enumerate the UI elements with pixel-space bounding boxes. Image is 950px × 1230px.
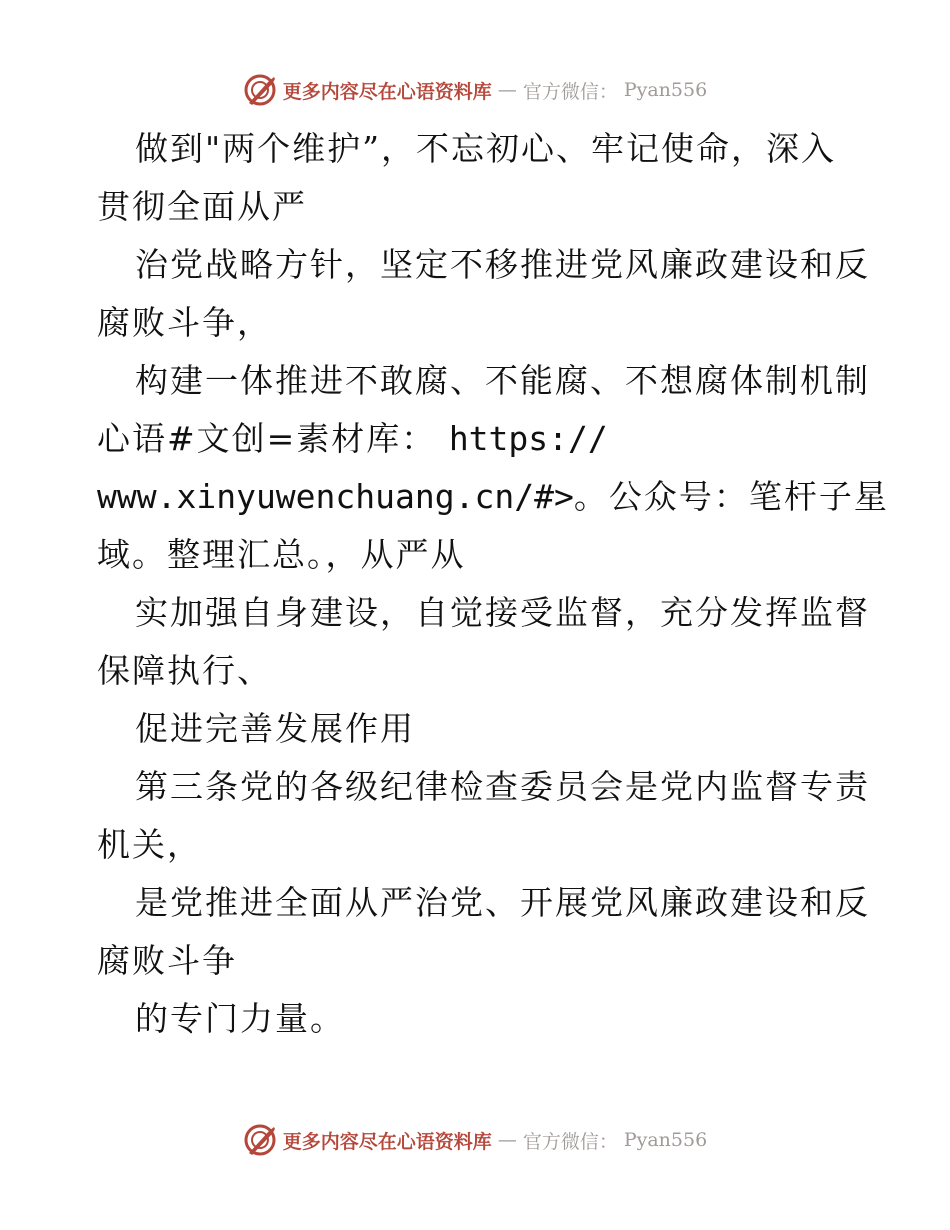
footer-site-label: 更多内容尽在心语资料库	[282, 1130, 492, 1153]
body-line: 腐败斗争	[97, 941, 237, 980]
body-line	[97, 410, 857, 468]
body-line: 构建一体推进不敢腐、不能腐、不想腐体制机制	[135, 361, 870, 400]
body-line: 做到"两个维护”，不忘初心、牢记使命，深入	[135, 129, 837, 168]
header-site-label: 更多内容尽在心语资料库	[282, 80, 492, 103]
body-line: 贯彻全面从严	[97, 187, 307, 226]
footer-wechat-label: 官方微信：	[522, 1130, 618, 1153]
body-line: 机关，	[97, 825, 202, 864]
body-line: 保障执行、	[97, 651, 272, 690]
url-fragment: https://	[448, 419, 608, 458]
header-banner	[0, 70, 950, 110]
header-dash: —	[497, 79, 517, 101]
pen-logo-icon	[243, 73, 277, 107]
footer-wechat-id: Pyan556	[623, 1129, 708, 1151]
body-line: 的专门力量。	[135, 999, 345, 1038]
body-text: 心语#文创=素材库：	[97, 419, 437, 458]
body-line: 是党推进全面从严治党、开展党风廉政建设和反	[135, 883, 870, 922]
footer-banner	[0, 1120, 950, 1160]
url-text: www.xinyuwenchuang.cn/#>	[97, 477, 574, 516]
body-line: 治党战略方针，坚定不移推进党风廉政建设和反	[135, 245, 870, 284]
document-body	[97, 120, 889, 1048]
pen-logo-icon	[243, 1123, 277, 1157]
header-wechat-id: Pyan556	[623, 79, 708, 101]
body-line: 第三条党的各级纪律检查委员会是党内监督专责	[135, 767, 870, 806]
footer-dash: —	[497, 1129, 517, 1151]
body-text: 。公众号：笔杆子星	[573, 477, 889, 516]
body-line	[97, 468, 889, 526]
body-line: 实加强自身建设，自觉接受监督，充分发挥监督	[135, 593, 870, 632]
body-line: 促进完善发展作用	[135, 709, 415, 748]
header-wechat-label: 官方微信：	[522, 80, 618, 103]
body-line: 腐败斗争，	[97, 303, 272, 342]
body-line: 域。整理汇总。，从严从	[97, 535, 466, 574]
